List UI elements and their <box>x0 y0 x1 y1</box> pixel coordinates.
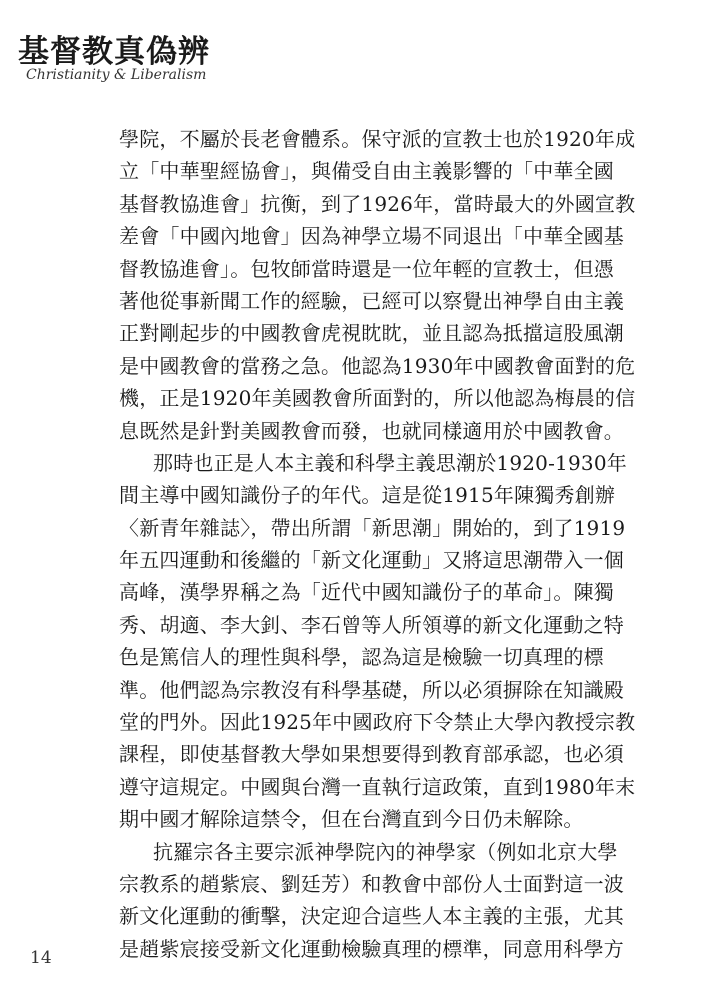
text-line: 遵守這規定。中國與台灣一直執行這政策，直到1980年末 <box>119 774 636 799</box>
text-line: 正對剛起步的中國教會虎視眈眈，並且認為抵擋這股風潮 <box>119 321 624 346</box>
text-line: 高峰，漢學界稱之為「近代中國知識份子的革命」。陳獨 <box>119 580 614 605</box>
text-line: 期中國才解除這禁令，但在台灣直到今日仍未解除。 <box>119 807 584 832</box>
paragraph-3 <box>119 836 624 966</box>
text-line: 課程，即使基督教大學如果想要得到教育部承認，也必須 <box>119 742 624 767</box>
text-line: 息既然是針對美國教會而發，也就同樣適用於中國教會。 <box>119 418 624 443</box>
text-line: 差會「中國內地會」因為神學立場不同退出「中華全國基 <box>119 224 624 249</box>
text-line: 年五四運動和後繼的「新文化運動」又將這思潮帶入一個 <box>119 548 624 573</box>
paragraph-2 <box>119 447 636 836</box>
text-line: 基督教協進會」抗衡，到了1926年，當時最大的外國宣教 <box>119 191 636 216</box>
paragraph-1 <box>119 123 636 447</box>
text-line: 堂的門外。因此1925年中國政府下令禁止大學內教授宗教 <box>119 710 636 735</box>
text-line: 是趙紫宸接受新文化運動檢驗真理的標準，同意用科學方 <box>119 936 624 961</box>
running-header <box>18 26 278 86</box>
text-line: 宗教系的趙紫宸、劉廷芳）和教會中部份人士面對這一波 <box>119 871 624 896</box>
page-number: 14 <box>30 948 52 968</box>
text-line: 那時也正是人本主義和科學主義思潮於1920-1930年 <box>153 450 627 475</box>
book-subtitle: Christianity & Liberalism <box>26 67 207 83</box>
text-line: 是中國教會的當務之急。他認為1930年中國教會面對的危 <box>119 353 636 378</box>
text-line: 著他從事新聞工作的經驗，已經可以察覺出神學自由主義 <box>119 288 624 313</box>
text-line: 學院，不屬於長老會體系。保守派的宣教士也於1920年成 <box>119 127 636 151</box>
text-line: 機，正是1920年美國教會所面對的，所以他認為梅晨的信 <box>119 386 636 411</box>
book-title: 基督教真偽辨 <box>18 34 210 70</box>
text-line: 新文化運動的衝擊，決定迎合這些人本主義的主張，尤其 <box>119 904 624 929</box>
text-line: 間主導中國知識份子的年代。這是從1915年陳獨秀創辦 <box>119 483 616 508</box>
text-line: 秀、胡適、李大釗、李石曾等人所領導的新文化運動之特 <box>119 612 624 637</box>
text-line: 督教協進會」。包牧師當時還是一位年輕的宣教士，但憑 <box>119 256 614 281</box>
text-line: 色是篤信人的理性與科學，認為這是檢驗一切真理的標 <box>119 645 604 670</box>
text-line: 立「中華聖經協會」，與備受自由主義影響的「中華全國 <box>119 159 614 184</box>
text-line: 抗羅宗各主要宗派神學院內的神學家（例如北京大學 <box>153 839 618 864</box>
body-text <box>119 123 636 965</box>
text-line: 〈新青年雜誌〉，帶出所謂「新思潮」開始的，到了1919 <box>119 515 626 540</box>
text-line: 準。他們認為宗教沒有科學基礎，所以必須摒除在知識殿 <box>119 677 624 702</box>
